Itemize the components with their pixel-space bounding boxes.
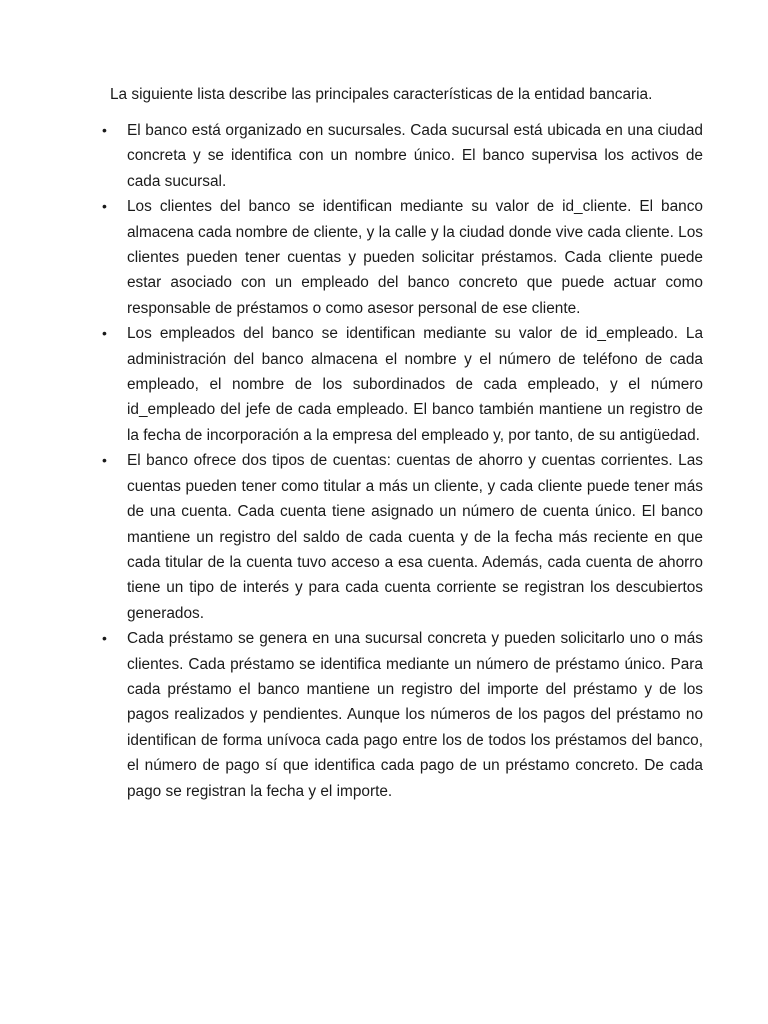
list-item bbox=[0, 626, 703, 804]
list-item-text: El banco está organizado en sucursales. Cada sucursal está ubicada en una ciudad concreta y se identifica con un nombre único. El banco supervisa los activos de cada sucursal. bbox=[127, 122, 703, 190]
feature-list bbox=[0, 118, 768, 804]
list-item bbox=[0, 194, 703, 321]
bullet-icon: • bbox=[102, 630, 107, 647]
list-item-text: Los clientes del banco se identifican mediante su valor de id_cliente. El banco almacena cada nombre de cliente, y la calle y la ciudad donde vive cada cliente. Los clientes pueden tener cuentas y pueden solicitar préstamos. Cada cliente puede estar asociado con un empleado del banco concreto que puede actuar como responsable de préstamos o como asesor personal de ese cliente. bbox=[127, 198, 703, 317]
bullet-icon: • bbox=[102, 452, 107, 469]
list-item bbox=[0, 448, 703, 626]
bullet-icon: • bbox=[102, 325, 107, 342]
intro-paragraph: La siguiente lista describe las principales características de la entidad bancaria. bbox=[110, 86, 653, 103]
bullet-icon: • bbox=[102, 198, 107, 215]
list-item bbox=[0, 118, 703, 194]
list-item-text: Cada préstamo se genera en una sucursal concreta y pueden solicitarlo uno o más clientes. Cada préstamo se identifica mediante un número de préstamo único. Para cada préstamo el banco mantiene un registro del importe del préstamo y de los pagos realizados y pendientes. Aunque los números de los pagos del préstamo no identifican de forma unívoca cada pago entre los de todos los préstamos del banco, el número de pago sí que identifica cada pago de un préstamo concreto. De cada pago se registran la fecha y el importe. bbox=[127, 630, 703, 800]
list-item bbox=[0, 321, 703, 448]
bullet-icon: • bbox=[102, 122, 107, 138]
list-item-text: Los empleados del banco se identifican mediante su valor de id_empleado. La administración del banco almacena el nombre y el número de teléfono de cada empleado, el nombre de los subordinados de cada empleado, y el número id_empleado del jefe de cada empleado. El banco también mantiene un registro de la fecha de incorporación a la empresa del empleado y, por tanto, de su antigüedad. bbox=[127, 325, 703, 444]
list-item-text: El banco ofrece dos tipos de cuentas: cuentas de ahorro y cuentas corrientes. Las cuentas pueden tener como titular a más un cliente, y cada cliente puede tener más de una cuenta. Cada cuenta tiene asignado un número de cuenta único. El banco mantiene un registro del saldo de cada cuenta y de la fecha más reciente en que cada titular de la cuenta tuvo acceso a esa cuenta. Además, cada cuenta de ahorro tiene un tipo de interés y para cada cuenta corriente se registran los descubiertos generados. bbox=[127, 452, 703, 622]
